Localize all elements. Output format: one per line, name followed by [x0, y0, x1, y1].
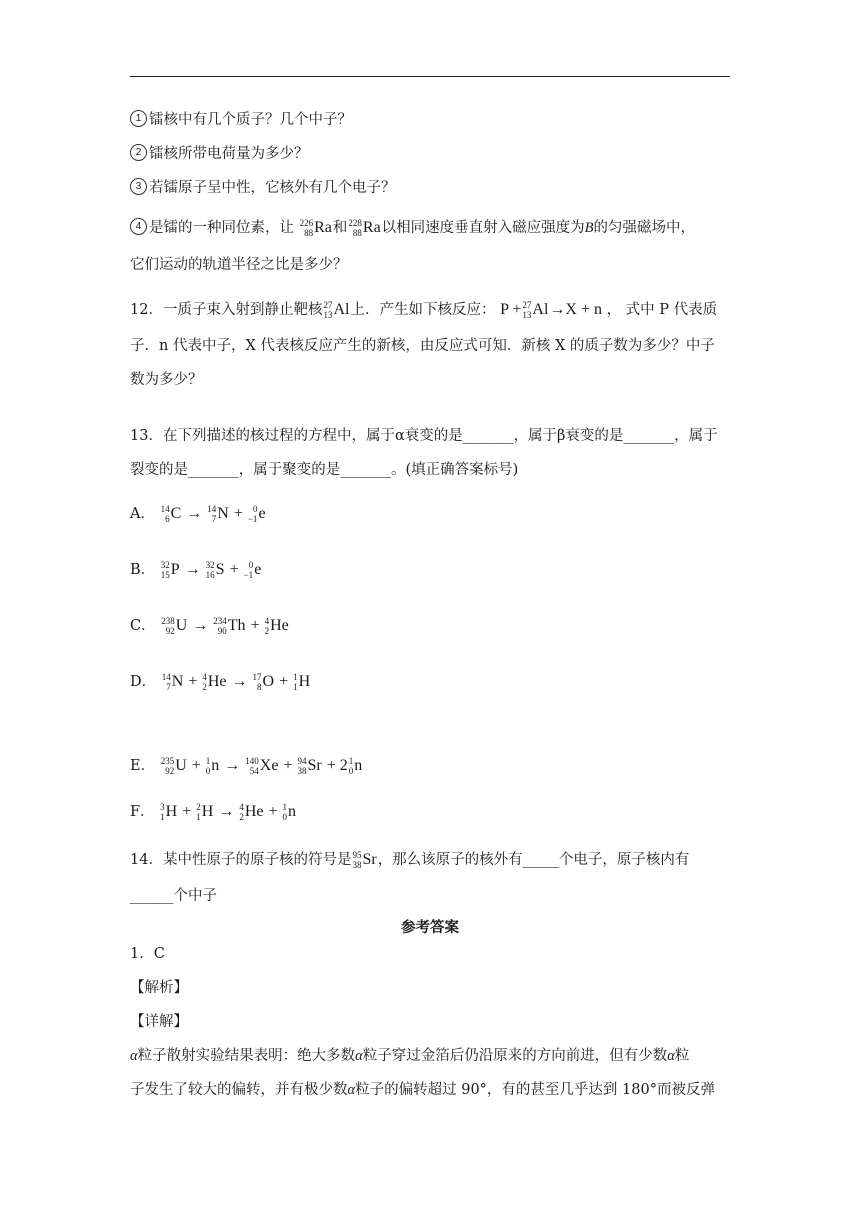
q11-sub4: 4 是镭的一种同位素，让 226 88 Ra 和 228 88 Ra 以相同速度垂直射入磁应强度为B的匀强磁场中，: [130, 218, 695, 238]
q14-line1: 14．某中性原子的原子核的符号是 95 38 Sr ，那么该原子的核外有_____个电子，原子核内有: [130, 850, 690, 870]
option-f: F． 3 1 H + 2 1 H → 4 2 He + 1 0 n: [130, 802, 297, 823]
q11-sub4-line2: 它们运动的轨道半径之比是多少？: [130, 257, 348, 273]
option-b: B． 32 15 P → 32 16 S + 0 −1 e: [130, 560, 262, 581]
answer-body-line1: α粒子散射实验结果表明：绝大多数α粒子穿过金箔后仍沿原来的方向前进，但有少数α粒: [130, 1048, 690, 1064]
nuclide-ra226: 226 88 Ra: [299, 218, 332, 238]
answer-body-line2: 子发生了较大的偏转，并有极少数α粒子的偏转超过 90°，有的甚至几乎达到 180°而被反弹: [130, 1082, 715, 1098]
q12-line3: 数为多少？: [130, 372, 203, 388]
answer-1: 1．C: [130, 946, 165, 962]
nuclide-ra228: 228 88 Ra: [348, 218, 381, 238]
q14-line2: ______个中子: [130, 888, 217, 904]
reaction-equation: P + 27 13 Al →X + n: [500, 300, 602, 321]
nuclide-al27: 27 13 Al: [323, 300, 350, 320]
q11-sub3: 3 若镭原子呈中性，它核外有几个电子？: [130, 178, 396, 198]
circled-number: 1: [130, 110, 147, 127]
q12-line2: 子．n 代表中子，X 代表核反应产生的新核，由反应式可知．新核 X 的质子数为多少？中子: [130, 338, 715, 354]
analysis-heading: 【解析】: [130, 980, 188, 996]
option-a: A． 14 6 C → 14 7 N + 0 −1 e: [130, 504, 266, 525]
answers-title: 参考答案: [401, 919, 459, 936]
q12-line1: 12．一质子束入射到静止靶核 27 13 Al 上．产生如下核反应： P + 27 13 Al →X + n ， 式中 P 代表质: [130, 300, 718, 321]
option-e: E． 235 92 U + 1 0 n → 140 54 Xe + 94 38 Sr + 2 1 0 n: [130, 756, 363, 777]
option-c: C． 238 92 U → 234 90 Th + 4 2 He: [130, 616, 289, 637]
detail-heading: 【详解】: [130, 1014, 188, 1030]
q13-line2: 裂变的是_______，属于聚变的是_______。(填正确答案标号): [130, 462, 519, 478]
q11-sub1: 1 镭核中有几个质子？几个中子？: [130, 110, 352, 130]
q13-line1: 13．在下列描述的核过程的方程中，属于α衰变的是_______，属于β衰变的是_______，属于: [130, 428, 718, 444]
circled-number: 2: [130, 144, 147, 161]
q11-sub2: 2 镭核所带电荷量为多少？: [130, 144, 309, 164]
circled-number: 3: [130, 178, 147, 195]
nuclide-sr95: 95 38 Sr: [352, 850, 377, 870]
option-d: D． 14 7 N + 4 2 He → 17 8 O + 1 1 H: [130, 672, 311, 693]
circled-number: 4: [130, 218, 147, 235]
header-rule: [130, 76, 730, 77]
